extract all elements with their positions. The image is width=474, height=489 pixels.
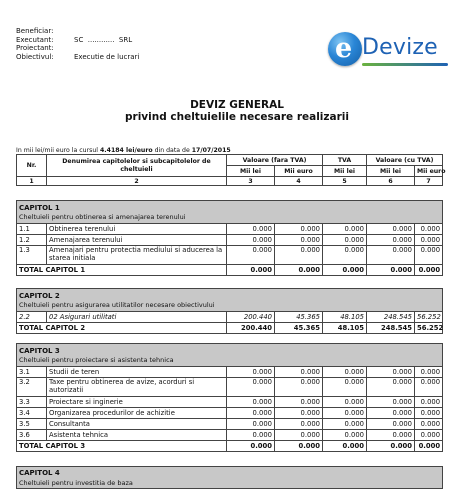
total-value: 0.000 bbox=[415, 264, 443, 275]
cell-value: 200.440 bbox=[227, 311, 275, 322]
col-tva: TVA bbox=[323, 155, 367, 166]
row-nr: 3.3 bbox=[17, 396, 47, 407]
logo-word: Devize bbox=[362, 35, 438, 60]
chapter-subtitle: Cheltuieli pentru investitia de baza bbox=[17, 478, 443, 489]
total-row bbox=[17, 322, 443, 333]
table-row bbox=[17, 377, 443, 396]
cell-value: 0.000 bbox=[227, 245, 275, 264]
cell-value: 0.000 bbox=[227, 418, 275, 429]
cell-value: 0.000 bbox=[415, 396, 443, 407]
chapter-title: CAPITOL 3 bbox=[17, 344, 443, 356]
document-header bbox=[16, 27, 139, 61]
logo-underline bbox=[362, 63, 448, 66]
cell-value: 48.105 bbox=[323, 311, 367, 322]
chapter-subtitle: Cheltuieli pentru asigurarea utilitatilor necesare obiectivului bbox=[17, 300, 443, 311]
col-mii-lei: Mii lei bbox=[227, 166, 275, 177]
cell-value: 0.000 bbox=[323, 429, 367, 440]
row-name: Taxe pentru obtinerea de avize, acorduri si autorizatii bbox=[47, 377, 227, 396]
chapter-title: CAPITOL 1 bbox=[17, 201, 443, 213]
cell-value: 0.000 bbox=[367, 366, 415, 377]
table-row bbox=[17, 407, 443, 418]
header-value: Executie de lucrari bbox=[74, 52, 140, 61]
cell-value: 0.000 bbox=[323, 223, 367, 234]
row-nr: 1.3 bbox=[17, 245, 47, 264]
row-name: Proiectare si inginerie bbox=[47, 396, 227, 407]
cell-value: 0.000 bbox=[323, 396, 367, 407]
cell-value: 0.000 bbox=[323, 245, 367, 264]
row-nr: 3.2 bbox=[17, 377, 47, 396]
table-row bbox=[17, 396, 443, 407]
header-label: Executant: bbox=[16, 35, 54, 44]
cell-value: 0.000 bbox=[367, 377, 415, 396]
cell-value: 45.365 bbox=[275, 311, 323, 322]
cell-value: 0.000 bbox=[367, 245, 415, 264]
total-value: 48.105 bbox=[323, 322, 367, 333]
cell-value: 0.000 bbox=[323, 418, 367, 429]
cell-value: 0.000 bbox=[415, 245, 443, 264]
header-row-beneficiar bbox=[16, 27, 139, 36]
row-nr: 3.1 bbox=[17, 366, 47, 377]
cell-value: 0.000 bbox=[415, 234, 443, 245]
cell-value: 0.000 bbox=[323, 234, 367, 245]
total-value: 56.252 bbox=[415, 322, 443, 333]
total-value: 0.000 bbox=[367, 440, 415, 451]
logo-e-icon: e bbox=[328, 32, 362, 66]
col-index: 7 bbox=[415, 177, 443, 186]
total-value: 0.000 bbox=[227, 264, 275, 275]
cell-value: 0.000 bbox=[367, 418, 415, 429]
row-name: Consultanta bbox=[47, 418, 227, 429]
cell-value: 0.000 bbox=[415, 418, 443, 429]
cell-value: 0.000 bbox=[227, 234, 275, 245]
header-label: Obiectivul: bbox=[16, 52, 54, 61]
edevize-logo bbox=[328, 32, 450, 74]
cell-value: 56.252 bbox=[415, 311, 443, 322]
chapter-1-table bbox=[16, 200, 443, 276]
col-mii-lei: Mii lei bbox=[367, 166, 415, 177]
chapter-3-table bbox=[16, 343, 443, 452]
row-name: Studii de teren bbox=[47, 366, 227, 377]
cell-value: 0.000 bbox=[415, 377, 443, 396]
col-nr: Nr. bbox=[17, 155, 47, 177]
col-index: 2 bbox=[47, 177, 227, 186]
rate-value: 4.4184 lei/euro bbox=[99, 147, 153, 154]
table-row bbox=[17, 223, 443, 234]
row-nr: 1.2 bbox=[17, 234, 47, 245]
col-index: 1 bbox=[17, 177, 47, 186]
col-index: 5 bbox=[323, 177, 367, 186]
cell-value: 0.000 bbox=[275, 223, 323, 234]
chapter-subtitle: Cheltuieli pentru obtinerea si amenajarea terenului bbox=[17, 212, 443, 223]
total-row bbox=[17, 264, 443, 275]
cell-value: 0.000 bbox=[227, 223, 275, 234]
cell-value: 0.000 bbox=[415, 366, 443, 377]
table-row bbox=[17, 418, 443, 429]
cell-value: 0.000 bbox=[227, 429, 275, 440]
cell-value: 0.000 bbox=[275, 234, 323, 245]
cell-value: 0.000 bbox=[415, 407, 443, 418]
table-row bbox=[17, 366, 443, 377]
cell-value: 0.000 bbox=[275, 407, 323, 418]
header-value: SC ............ SRL bbox=[74, 35, 133, 44]
rate-date: 17/07/2015 bbox=[191, 147, 231, 154]
chapter-4-table bbox=[16, 466, 443, 489]
cell-value: 0.000 bbox=[227, 377, 275, 396]
cell-value: 0.000 bbox=[275, 377, 323, 396]
col-denumire: Denumirea capitolelor si subcapitolelor de cheltuieli bbox=[47, 155, 227, 177]
cell-value: 0.000 bbox=[367, 429, 415, 440]
cell-value: 0.000 bbox=[275, 245, 323, 264]
row-name: Amenajari pentru protectia mediului si aducerea la starea initiala bbox=[47, 245, 227, 264]
total-value: 248.545 bbox=[367, 322, 415, 333]
cell-value: 0.000 bbox=[323, 407, 367, 418]
cell-value: 0.000 bbox=[227, 366, 275, 377]
cell-value: 0.000 bbox=[227, 396, 275, 407]
col-index: 6 bbox=[367, 177, 415, 186]
header-row-executant bbox=[16, 36, 139, 45]
col-tva-mii-lei: Mii lei bbox=[323, 166, 367, 177]
total-value: 0.000 bbox=[323, 440, 367, 451]
table-row bbox=[17, 429, 443, 440]
cell-value: 0.000 bbox=[367, 234, 415, 245]
row-nr: 3.6 bbox=[17, 429, 47, 440]
col-mii-euro: Mii euro bbox=[275, 166, 323, 177]
page-subtitle: privind cheltuielile necesare realizarii bbox=[125, 111, 349, 123]
chapter-2-table bbox=[16, 288, 443, 334]
cell-value: 0.000 bbox=[367, 396, 415, 407]
col-mii-euro: Mii euro bbox=[415, 166, 443, 177]
cell-value: 0.000 bbox=[323, 377, 367, 396]
col-index: 3 bbox=[227, 177, 275, 186]
total-value: 200.440 bbox=[227, 322, 275, 333]
cell-value: 0.000 bbox=[367, 407, 415, 418]
table-row bbox=[17, 234, 443, 245]
table-header bbox=[16, 154, 446, 186]
row-name: Obtinerea terenului bbox=[47, 223, 227, 234]
col-val-cu-tva: Valoare (cu TVA) bbox=[367, 155, 443, 166]
row-nr: 3.4 bbox=[17, 407, 47, 418]
row-nr: 2.2 bbox=[17, 311, 47, 322]
cell-value: 0.000 bbox=[415, 429, 443, 440]
rate-prefix: In mii lei/mii euro la cursul bbox=[16, 147, 99, 154]
row-nr: 3.5 bbox=[17, 418, 47, 429]
exchange-rate-line bbox=[16, 147, 231, 154]
header-label: Proiectant: bbox=[16, 44, 54, 53]
col-index: 4 bbox=[275, 177, 323, 186]
total-value: 0.000 bbox=[367, 264, 415, 275]
row-name: Amenajarea terenului bbox=[47, 234, 227, 245]
chapter-title: CAPITOL 4 bbox=[17, 467, 443, 478]
header-row-proiectant bbox=[16, 44, 139, 53]
row-name: Organizarea procedurilor de achizitie bbox=[47, 407, 227, 418]
cell-value: 0.000 bbox=[323, 366, 367, 377]
row-nr: 1.1 bbox=[17, 223, 47, 234]
total-value: 0.000 bbox=[227, 440, 275, 451]
row-name: Asistenta tehnica bbox=[47, 429, 227, 440]
cell-value: 248.545 bbox=[367, 311, 415, 322]
total-value: 45.365 bbox=[275, 322, 323, 333]
col-val-fara-tva: Valoare (fara TVA) bbox=[227, 155, 323, 166]
cell-value: 0.000 bbox=[415, 223, 443, 234]
total-value: 0.000 bbox=[323, 264, 367, 275]
cell-value: 0.000 bbox=[227, 407, 275, 418]
chapter-subtitle: Cheltuieli pentru proiectare si asistenta tehnica bbox=[17, 355, 443, 366]
total-value: 0.000 bbox=[275, 440, 323, 451]
total-label: TOTAL CAPITOL 3 bbox=[17, 440, 227, 451]
table-row bbox=[17, 311, 443, 322]
page-title: DEVIZ GENERAL bbox=[190, 99, 284, 111]
cell-value: 0.000 bbox=[367, 223, 415, 234]
header-label: Beneficiar: bbox=[16, 27, 54, 35]
rate-middle: din data de bbox=[154, 147, 190, 154]
cell-value: 0.000 bbox=[275, 396, 323, 407]
total-value: 0.000 bbox=[275, 264, 323, 275]
row-name: 02 Asigurari utilitati bbox=[47, 311, 227, 322]
cell-value: 0.000 bbox=[275, 366, 323, 377]
total-row bbox=[17, 440, 443, 451]
cell-value: 0.000 bbox=[275, 418, 323, 429]
total-label: TOTAL CAPITOL 1 bbox=[17, 264, 227, 275]
chapter-title: CAPITOL 2 bbox=[17, 289, 443, 301]
total-label: TOTAL CAPITOL 2 bbox=[17, 322, 227, 333]
header-row-obiectivul bbox=[16, 53, 139, 62]
total-value: 0.000 bbox=[415, 440, 443, 451]
cell-value: 0.000 bbox=[275, 429, 323, 440]
table-row bbox=[17, 245, 443, 264]
